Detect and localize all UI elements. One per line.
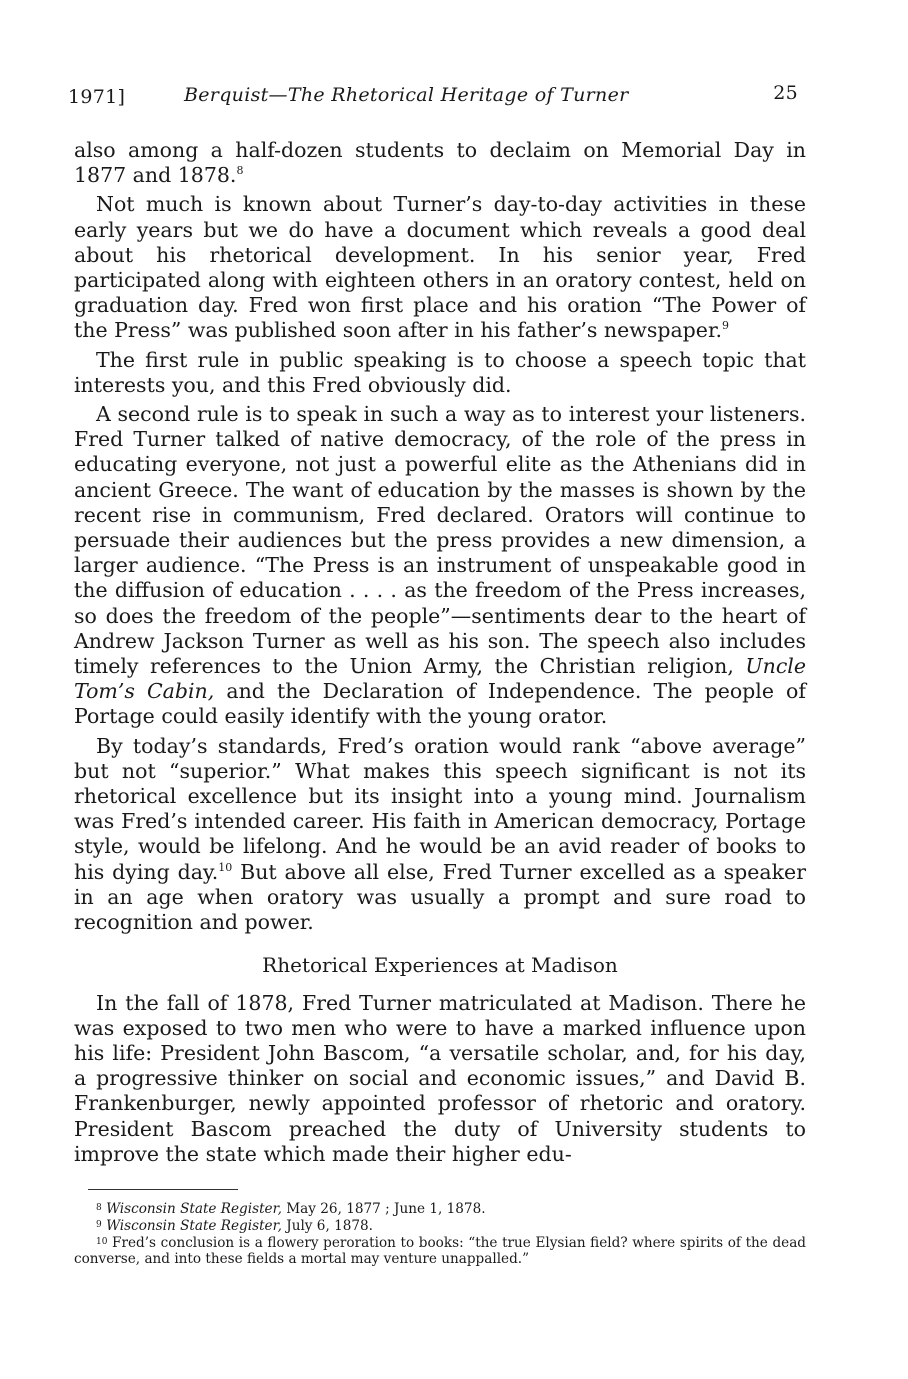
running-header	[68, 78, 806, 118]
paragraph-6-text: In the fall of 1878, Fred Turner matriculated at Madison. There he was exposed to two men who were to have a marked influence upon his life: President John Bascom, “a versatile scholar, and, for his day, a progressive thinker on social and economic issues,” and David B. Frankenburger, newly appointed professor of rhetoric and oratory. President Bascom preached the duty of University students to improve the state which made their higher edu-	[74, 990, 806, 1166]
footnote-text: May 26, 1877 ; June 1, 1878.	[281, 1200, 486, 1217]
running-title: Berquist—The Rhetorical Heritage of Turner	[184, 84, 629, 106]
page-number: 25	[773, 82, 798, 104]
footnote-8	[74, 1200, 806, 1217]
header-year: 1971]	[68, 86, 126, 108]
footnote-10	[74, 1234, 806, 1267]
footnote-9	[74, 1217, 806, 1234]
paragraph-4-text-b: and the Declaration of Independence. The people of Portage could easily identify with the young orator.	[74, 679, 806, 729]
paragraph-5-text-b: But above all else, Fred Turner excelled as a speaker in an age when oratory was usually a prompt and sure road to recognition and power.	[74, 859, 806, 935]
paragraph-6	[74, 991, 806, 1167]
page	[68, 78, 806, 1267]
paragraph-3-text: The first rule in public speaking is to choose a speech topic that interests you, and this Fred obviously did.	[74, 347, 806, 397]
paragraph-5-text-a: By today’s standards, Fred’s oration would rank “above average” but not “superior.” What makes this speech significant is not its rhetorical excellence but its insight into a young mind. Journalism was Fred’s intended career. His faith in American democracy, Portage style, would be lifelong. And he would be an avid reader of books to his dying day.	[74, 733, 806, 884]
paragraph-2-text: Not much is known about Turner’s day-to-day activities in these early years but we do have a document which reveals a good deal about his rhetorical development. In his senior year, Fred participated along with eighteen others in an oratory contest, held on graduation day. Fred won first place and his oration “The Power of the Press” was published soon after in his father’s newspaper.	[74, 192, 806, 343]
footnote-mark: 10	[96, 1236, 108, 1247]
book-title-italic: Uncle Tom’s Cabin,	[74, 654, 806, 704]
paragraph-1	[74, 138, 806, 188]
paragraph-1-text: also among a half-dozen students to declaim on Memorial Day in 1877 and 1878.	[74, 138, 806, 188]
paragraph-2	[74, 192, 806, 343]
footnote-mark: 8	[96, 1202, 102, 1213]
paragraph-5	[74, 734, 806, 936]
footnote-source: Wisconsin State Register,	[106, 1200, 282, 1217]
body-text	[74, 138, 806, 1167]
footnote-ref-8: 8	[236, 164, 244, 178]
paragraph-4	[74, 402, 806, 730]
footnote-text: July 6, 1878.	[281, 1217, 374, 1234]
footnote-source: Wisconsin State Register,	[106, 1217, 282, 1234]
footnote-divider	[88, 1189, 238, 1190]
footnote-ref-10: 10	[218, 860, 233, 874]
paragraph-3	[74, 348, 806, 398]
footnote-mark: 9	[96, 1219, 102, 1230]
paragraph-4-text-a: A second rule is to speak in such a way as to interest your listeners. Fred Turner talked of native democracy, of the role of the press in educating everyone, not just a powerful elite as the Athenians did in ancient Greece. The want of education by the masses is shown by the recent rise in communism, Fred declared. Orators will continue to persuade their audiences but the press provides a new dimension, a larger audience. “The Press is an instrument of unspeakable good in the diffusion of education . . . . as the freedom of the Press increases, so does the freedom of the people”—sentiments dear to the heart of Andrew Jackson Turner as well as his son. The speech also includes timely references to the Union Army, the Christian religion,	[74, 402, 806, 679]
footnotes	[74, 1189, 806, 1267]
footnote-text: Fred’s conclusion is a flowery peroration to books: “the true Elysian field? where spirits of the dead converse, and into these fields a mortal may venture unappalled.”	[74, 1234, 806, 1267]
footnote-ref-9: 9	[722, 319, 730, 333]
section-heading: Rhetorical Experiences at Madison	[262, 953, 618, 978]
